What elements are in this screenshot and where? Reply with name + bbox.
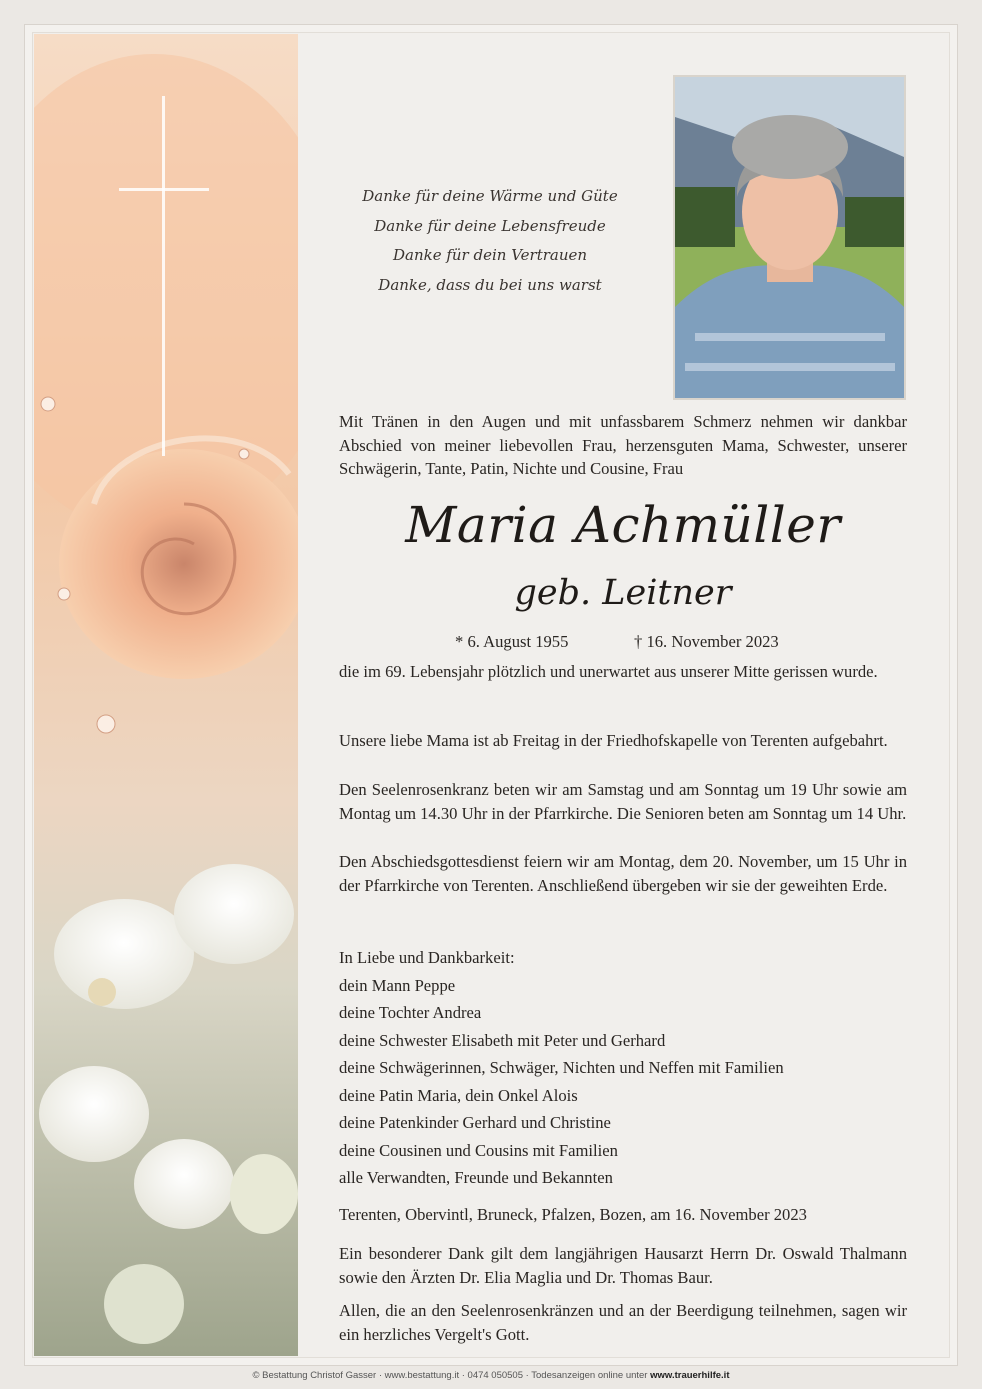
lilac-blossom (39, 1066, 149, 1162)
poem-line: Danke, dass du bei uns warst (378, 275, 602, 294)
poem-line: Danke für deine Wärme und Güte (362, 187, 618, 205)
poem-verse (330, 182, 650, 300)
mourner-line: dein Mann Peppe (339, 975, 456, 995)
doctor-thanks-text: Ein besonderer Dank gilt dem langjährigen Hausarzt Herrn Dr. Oswald Thalmann sowie den Ärzten Dr. Elia Maglia und Dr. Thomas Baur. (339, 1244, 907, 1287)
trees (845, 197, 904, 247)
water-drop (97, 715, 115, 733)
death-date: † 16. November 2023 (634, 632, 779, 651)
doctor-thanks (339, 1242, 907, 1289)
portrait-photo (673, 75, 906, 400)
mourner-line: deine Patenkinder Gerhard und Christine (339, 1113, 611, 1132)
lilac-blossom (174, 864, 294, 964)
footer-text: © Bestattung Christof Gasser · www.bestattung.it · 0474 050505 · Todesanzeigen online unter (252, 1370, 648, 1381)
mourners-list (339, 944, 907, 1192)
body-text: Unsere liebe Mama ist ab Freitag in der Friedhofskapelle von Terenten aufgebahrt. (339, 731, 888, 750)
body-paragraph (339, 660, 907, 684)
birth-name: geb. Leitner (514, 573, 732, 613)
body-paragraph (339, 729, 907, 753)
body-paragraph (339, 850, 907, 897)
water-drop (239, 449, 249, 459)
lilac-bud (104, 1264, 184, 1344)
body-text: die im 69. Lebensjahr plötzlich und unerwartet aus unserer Mitte gerissen wurde. (339, 662, 878, 681)
flower-decoration-panel (34, 34, 298, 1356)
lilac-blossom (54, 899, 194, 1009)
body-text: Den Seelenrosenkranz beten wir am Samstag und am Sonntag um 19 Uhr sowie am Montag um 14.30 Uhr in der Pfarrkirche. Die Senioren beten am Sonntag um 14 Uhr. (339, 780, 907, 823)
mourner-line: In Liebe und Dankbarkeit: (339, 948, 515, 967)
trees (675, 187, 735, 247)
mourner-line: alle Verwandten, Freunde und Bekannten (339, 1168, 613, 1187)
cross-vertical (162, 96, 165, 456)
body-text: Den Abschiedsgottesdienst feiern wir am Montag, dem 20. November, um 15 Uhr in der Pfarrkirche von Terenten. Anschließend übergeben wir sie der geweihten Erde. (339, 852, 907, 895)
deceased-name: Maria Achmüller (405, 496, 841, 554)
footer-link[interactable]: www.trauerhilfe.it (650, 1370, 730, 1381)
closing-thanks (339, 1299, 907, 1346)
cross-horizontal (119, 188, 209, 191)
footer (0, 1369, 982, 1383)
mourner-line: deine Schwägerinnen, Schwäger, Nichten und Neffen mit Familien (339, 1058, 784, 1077)
mourner-line: deine Cousinen und Cousins mit Familien (339, 1140, 618, 1160)
rose-bloom (59, 449, 298, 679)
closing-text: Allen, die an den Seelenrosenkränzen und an der Beerdigung teilnehmen, sagen wir ein herzliches Vergelt's Gott. (339, 1301, 907, 1344)
mourner-line: deine Tochter Andrea (339, 1003, 482, 1022)
mourner-line: deine Patin Maria, dein Onkel Alois (339, 1085, 578, 1105)
place-and-date: Terenten, Obervintl, Bruneck, Pfalzen, Bozen, am 16. November 2023 (339, 1205, 807, 1224)
lilac-bud (230, 1154, 298, 1234)
poem-line: Danke für deine Lebensfreude (374, 216, 606, 235)
lilac-blossom (134, 1139, 234, 1229)
body-paragraph (339, 778, 907, 825)
hair-top (732, 115, 848, 179)
mourner-line: deine Schwester Elisabeth mit Peter und Gerhard (339, 1030, 666, 1050)
birth-date: * 6. August 1955 (455, 632, 569, 651)
poem-line: Danke für dein Vertrauen (392, 246, 588, 264)
water-drop (41, 397, 55, 411)
intro-paragraph: Mit Tränen in den Augen und mit unfassbarem Schmerz nehmen wir dankbar Abschied von meiner liebevollen Frau, herzensguten Mama, Schwester, unserer Schwägerin, Tante, Patin, Nichte und Cousine, Frau (339, 412, 907, 478)
blouse (675, 265, 904, 398)
intro-text (339, 410, 907, 481)
water-drop (58, 588, 70, 600)
lilac-center (88, 978, 116, 1006)
